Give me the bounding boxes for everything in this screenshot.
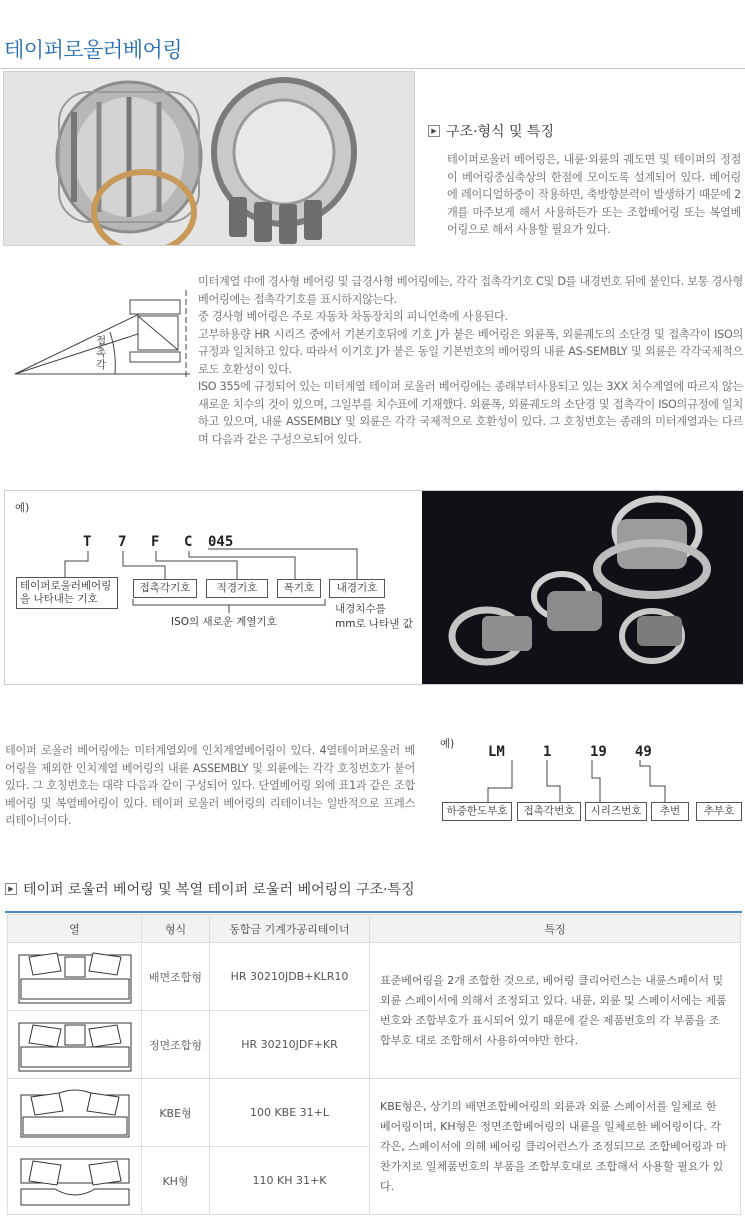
features-integrated: KBE형은, 상기의 배면조합베어링의 외륜과 외륜 스페이서를 일체로 한 베어링이며, KH형은 정면조합베어링의 내륜을 일체로한 베어링이다. 각각은, 스페이서에 의해 베어링 클리어런스가 조정되므로 조합베어링과 마찬가지로 일체품번호의 부품을 조합부호대로 조합해서 사용할 필요가 있다.	[370, 1079, 741, 1215]
inch-series-description: 테이퍼 로울러 베어링에는 미터계열외에 인치계열베어링이 있다. 4열테이퍼로울러 베어링을 제외한 인치계열 베어링의 내륜 ASSEMBLY 및 외륜에는 각각 호칭번호가 붙어 있다. 그 호칭번호는 대략 다음과 같이 구성되어 있다. 단열베어링 외에 표1과 같은 조합베어링 및 복열베어링이 있다. 테이퍼 로울러 베어링의 리테이너는 일반적으로 프레스 리테이너이다.	[5, 744, 415, 827]
table-top-line	[5, 911, 742, 913]
contact-angle-label: 접촉각	[96, 335, 107, 371]
code-19: 19	[590, 744, 607, 760]
series-description	[198, 273, 743, 448]
code-kbe: 100 KBE 31+L	[210, 1079, 370, 1147]
code-back-to-back: HR 30210JDB+KLR10	[210, 943, 370, 1011]
iso-series-note: ISO의 새로운 계열기호	[171, 616, 277, 628]
code-f: F	[151, 534, 160, 550]
code-7: 7	[118, 534, 127, 550]
table-row	[8, 943, 741, 1011]
kh-drawing	[8, 1147, 142, 1215]
arrow-right-icon: ▶	[428, 125, 440, 137]
code-c: C	[184, 534, 193, 550]
type-kh: KH형	[142, 1147, 210, 1215]
structure-description: 테이퍼로울러 베어링은, 내륜·외륜의 궤도면 및 테이퍼의 정점이 베어링중심축상의 한점에 모이도록 설계되어 있다. 베어링에 레이디얼하중이 작용하면, 축방향분력이 발생하기 때문에 2개를 마주보게 해서 사용하든가 또는 조합베어링 또는 복열베어링으로 해서 사용할 필요가 있다.	[447, 153, 741, 236]
title-divider	[0, 68, 745, 69]
col-type: 형식	[142, 915, 210, 943]
type-face-to-face: 정면조합형	[142, 1011, 210, 1079]
bore-size-note: 내경치수를 mm로 나타낸 값	[335, 603, 413, 630]
box-contact-angle: 접촉각기호	[133, 579, 197, 598]
code-49: 49	[635, 744, 652, 760]
example2-label: 예)	[440, 738, 455, 750]
box-cup-code: 추부호	[696, 802, 742, 821]
code-t: T	[83, 534, 92, 550]
box-bore: 내경기호	[329, 579, 385, 598]
paragraph-pinion: 중 경사형 베어링은 주로 자동차 차동장치의 피니언축에 사용된다.	[198, 310, 508, 323]
code-face-to-face: HR 30210JDF+KR	[210, 1011, 370, 1079]
back-to-back-drawing	[8, 943, 142, 1011]
kbe-drawing	[8, 1079, 142, 1147]
type-kbe: KBE형	[142, 1079, 210, 1147]
box-tapered-roller: 테이퍼로울러베어링 을 나타내는 기호	[16, 577, 118, 609]
example1-panel	[4, 490, 743, 685]
combination-table	[7, 914, 741, 1215]
face-to-face-drawing	[8, 1011, 142, 1079]
structure-heading-text: 구조·형식 및 특징	[446, 124, 555, 140]
paragraph-hr-series: 고부하용량 HR 시리즈 중에서 기본기호뒤에 기호 J가 붙은 베어링은 외륜폭, 외륜궤도의 소단경 및 접촉각이 ISO의 규정과 일치하고 있다. 따라서 이기호 J가 붙은 동일 기본번호의 베어링의 내륜 AS-SEMBLY 및 외륜은 각각국제적으로도 호환성이 있다.	[198, 327, 743, 376]
code-lm: LM	[488, 744, 505, 760]
box-cone-number: 추번	[651, 802, 689, 821]
combination-heading-text: 테이퍼 로울러 베어링 및 복열 테이퍼 로울러 베어링의 구조·특징	[23, 882, 415, 898]
col-features: 특징	[370, 915, 741, 943]
box-width: 폭기호	[277, 579, 321, 598]
paragraph-iso355: ISO 355에 규정되어 있는 미터계열 테이퍼 로울러 베어링에는 종래부터사용되고 있는 3XX 치수계열에 따르지 않는 새로운 치수의 것이 있으며, 그일부를 치수표에 기재했다. 외륜폭, 외륜궤도의 소단경 및 접촉각이 ISO의규정에 일치하고 있으며, 내륜 ASSEMBLY 및 외륜은 각각 국제적으로 호환성이 있다. 그 호칭번호는 종래의 미터계열과는 다르며 다음과 같은 구성으로되어 있다.	[198, 380, 743, 446]
box-load-limit: 하중한도부호	[442, 802, 512, 821]
code-kh: 110 KH 31+K	[210, 1147, 370, 1215]
bearing-photo-dark	[422, 491, 743, 684]
box-contact-angle-number: 접촉각번호	[517, 802, 581, 821]
arrow-right-icon: ▶	[5, 883, 17, 895]
combination-heading	[5, 879, 415, 899]
paragraph-contact-angle: 미터계열 中에 경사형 베어링 및 급경사형 베어링에는, 각각 접촉각기호 C및 D를 내경번호 뒤에 붙인다. 보통 경사형 베어링에는 접촉각기호를 표시하지않는다.	[198, 275, 743, 306]
features-combined: 표준베어링을 2개 조합한 것으로, 베어링 클리어런스는 내륜스페이서 및 외륜 스페이서에 의해서 조정되고 있다. 내륜, 외륜 및 스페이서에는 제품번호와 조합부호가 표시되어 있기 때문에 같은 제품번호의 각 부품을 조합부호 대로 조합해서 사용하여야만 한다.	[370, 943, 741, 1079]
code-1: 1	[543, 744, 552, 760]
col-retainer: 동합금 기계가공리테이너	[210, 915, 370, 943]
box-diameter: 직경기호	[206, 579, 268, 598]
table-row	[8, 1079, 741, 1147]
col-arrangement: 열	[8, 915, 142, 943]
structure-heading	[428, 121, 554, 141]
bearing-photo-top	[3, 71, 415, 246]
example2-diagram	[440, 738, 744, 826]
box-series-number: 시리즈번호	[585, 802, 647, 821]
code-045: 045	[208, 534, 234, 550]
type-back-to-back: 배면조합형	[142, 943, 210, 1011]
example1-label: 예)	[15, 502, 30, 514]
page-title: 테이퍼로울러베어링	[4, 38, 183, 62]
